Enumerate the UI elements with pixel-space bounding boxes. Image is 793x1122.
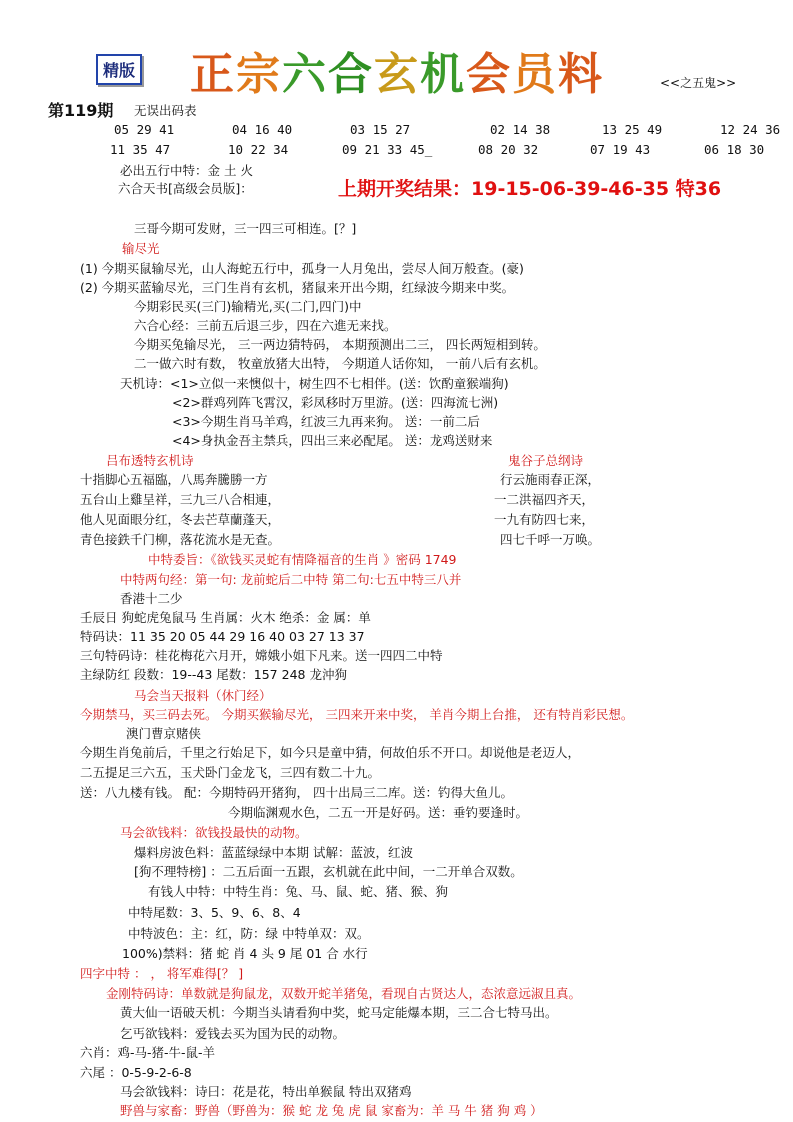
text-line: 六尾 ：0-5-9-2-6-8	[80, 1065, 192, 1080]
text-line: 中特两句经：第一句: 龙前蛇后二中特 第二句:七五中特三八并	[120, 572, 462, 587]
text-line: 二一做六时有数， 牧童放猪大出特， 今期道人话你知， 一前八后有玄机。	[134, 356, 546, 371]
text-line: 中特委旨：《欲钱买灵蛇有情降福音的生肖 》密码 1749	[148, 552, 457, 567]
number-group: 07 19 43	[590, 142, 651, 157]
main-title	[190, 38, 604, 102]
title-char: 员	[512, 49, 558, 100]
text-line: <3>今期生肖马羊鸡，红波三九再来狗。 送：一前二后	[172, 414, 480, 429]
text-line: (2) 今期买蓝输尽光，三门生肖有玄机，猪鼠来开出今期，红绿波今期来中奖。	[80, 280, 515, 295]
text-line: 有钱人中特：中特生肖：兔、马、鼠、蛇、猪、猴、狗	[148, 884, 449, 899]
text-line: 中特波色：主：红，防：绿 中特单双：双。	[128, 926, 370, 941]
text-line: 五台山上雞呈祥，三九三八合相連，	[80, 492, 281, 507]
text-line: 鬼谷子总纲诗	[508, 453, 584, 468]
text-line: 今期买兔输尽光， 三一两边猜特码， 本期预测出二三， 四长两短相到转。	[134, 337, 546, 352]
text-line: 一二洪福四齐天，	[494, 492, 595, 507]
text-line: 今期临渊观水色，二五一开是好码。送：垂钓要逢时。	[228, 805, 529, 820]
text-line: 十指脚心五福臨，八馬奔騰勝一方	[80, 472, 268, 487]
text-line: 100%)禁料：猪 蛇 肖 4 头 9 尾 01 合 水行	[122, 946, 368, 961]
text-line: 今期彩民买(三门)输精光,买(二门,四门)中	[134, 299, 362, 314]
title-char: 合	[328, 49, 374, 100]
number-group: 08 20 32	[478, 142, 539, 157]
number-group: 03 15 27	[350, 122, 411, 137]
period-subtitle: 无误出码表	[134, 103, 197, 118]
number-group: 05 29 41	[114, 122, 175, 137]
number-group: 02 14 38	[490, 122, 551, 137]
title-char: 料	[558, 49, 604, 100]
text-line: 吕布透特玄机诗	[106, 453, 194, 468]
text-line: 四七千呼一万唤。	[500, 532, 601, 547]
text-line: 青色接鉄千门柳，落花流水是无查。	[80, 532, 281, 547]
text-line: 输尽光	[122, 241, 160, 256]
text-line: 金刚特码诗：单数就是狗鼠龙，双数开蛇羊猪兔，看现自古贤达人，态浓意远淑且真。	[106, 986, 582, 1001]
text-line: 三句特码诗：桂花梅花六月开，嫦娥小姐下凡来。送一四四二中特	[80, 648, 443, 663]
edition-badge: 精版	[96, 54, 142, 85]
number-group: 10 22 34	[228, 142, 289, 157]
title-char: 玄	[374, 49, 420, 100]
text-line: 天机诗：<1>立似一来懊似十，树生四不七相伴。(送：饮酌童猴端狗)	[120, 376, 509, 391]
text-line: 特码诀：11 35 20 05 44 29 16 40 03 27 13 37	[80, 629, 365, 644]
text-line: 他人见面眼分红，冬去芒草蘭蓬天，	[80, 512, 281, 527]
text-line: 一九有防四七来，	[494, 512, 595, 527]
title-char: 会	[466, 49, 512, 100]
number-group: 12 24 36	[720, 122, 781, 137]
text-line: 野兽与家畜：野兽（野兽为：猴 蛇 龙 兔 虎 鼠 家畜为：羊 马 牛 猪 狗 鸡 ）	[120, 1103, 543, 1118]
text-line: 今期生肖兔前后，千里之行始足下，如今只是童中猜，何故伯乐不开口。却说他是老迈人，	[80, 745, 581, 760]
edition-tag: <<之五鬼>>	[660, 76, 737, 90]
title-char: 机	[420, 49, 466, 100]
text-line: 爆料房波色料：蓝蓝绿绿中本期 试解：蓝波，红波	[134, 845, 413, 860]
period-number: 第119期	[48, 101, 114, 120]
number-group: 13 25 49	[602, 122, 663, 137]
text-line: 送：八九楼有钱。 配：今期特码开猪狗， 四十出局三二库。送：钓得大鱼儿。	[80, 785, 513, 800]
text-line: 今期禁马，买三码去死。 今期买猴输尽光， 三四来开来中奖， 羊肖今期上台推， 还有特肖彩民想。	[80, 707, 634, 722]
text-line: (1) 今期买鼠输尽光，山人海蛇五行中，孤身一人月兔出，尝尽人间万般查。(豪)	[80, 261, 524, 276]
text-line: 二五提足三六五，玉犬卧门金龙飞，三四有数二十九。	[80, 765, 381, 780]
text-line: 四字中特 ： ， 将军难得[？ ]	[80, 966, 244, 981]
text-line: [狗不理特榜] ：二五后面一五跟，玄机就在此中间，一二开单合双数。	[134, 864, 523, 879]
number-group: 06 18 30	[704, 142, 765, 157]
number-group: 09 21 33 45_	[342, 142, 433, 157]
text-line: 马会当天报料（休门经）	[134, 688, 272, 703]
title-char: 宗	[236, 49, 282, 100]
text-line: 澳门曹京赌侠	[126, 726, 202, 741]
text-line: 六肖：鸡-马-猪-牛-鼠-羊	[80, 1045, 216, 1060]
text-line: 六合心经：三前五后退三步，四在六進无来找。	[134, 318, 397, 333]
text-line: 黄大仙一语破天机：今期当头请看狗中奖，蛇马定能爆本期，三二合七特马出。	[120, 1005, 558, 1020]
number-group: 04 16 40	[232, 122, 293, 137]
text-line: 马会欲钱料：欲钱投最快的动物。	[120, 825, 308, 840]
number-group: 11 35 47	[110, 142, 171, 157]
title-char: 正	[190, 49, 236, 100]
text-line: 行云施雨春正深，	[500, 472, 601, 487]
text-line: 香港十二少	[120, 591, 183, 606]
text-line: 中特尾数：3、5、9、6、8、4	[128, 905, 301, 920]
text-line: 必出五行中特：金 土 火	[120, 163, 253, 178]
text-line: <2>群鸡列阵飞霄汉，彩凤移时万里游。(送：四海流七洲)	[172, 395, 499, 410]
text-line: 主绿防红 段数：19--43 尾数：157 248 龙沖狗	[80, 667, 347, 682]
text-line: 六合天书[高级会员版]：	[118, 181, 253, 196]
text-line: 壬辰日 狗蛇虎兔鼠马 生肖属：火木 绝杀：金 属：单	[80, 610, 371, 625]
text-line: 三哥今期可发财，三一四三可相连。[？]	[134, 221, 357, 236]
text-line: 马会欲钱料：诗曰：花是花，特出单猴鼠 特出双猪鸡	[120, 1084, 412, 1099]
last-result: 上期开奖结果：19-15-06-39-46-35 特36	[338, 178, 722, 200]
title-char: 六	[282, 49, 328, 100]
text-line: 乞丐欲钱料：爱钱去买为国为民的动物。	[120, 1026, 346, 1041]
text-line: <4>身执金吾主禁兵，四出三来必配尾。 送：龙鸡送财来	[172, 433, 493, 448]
